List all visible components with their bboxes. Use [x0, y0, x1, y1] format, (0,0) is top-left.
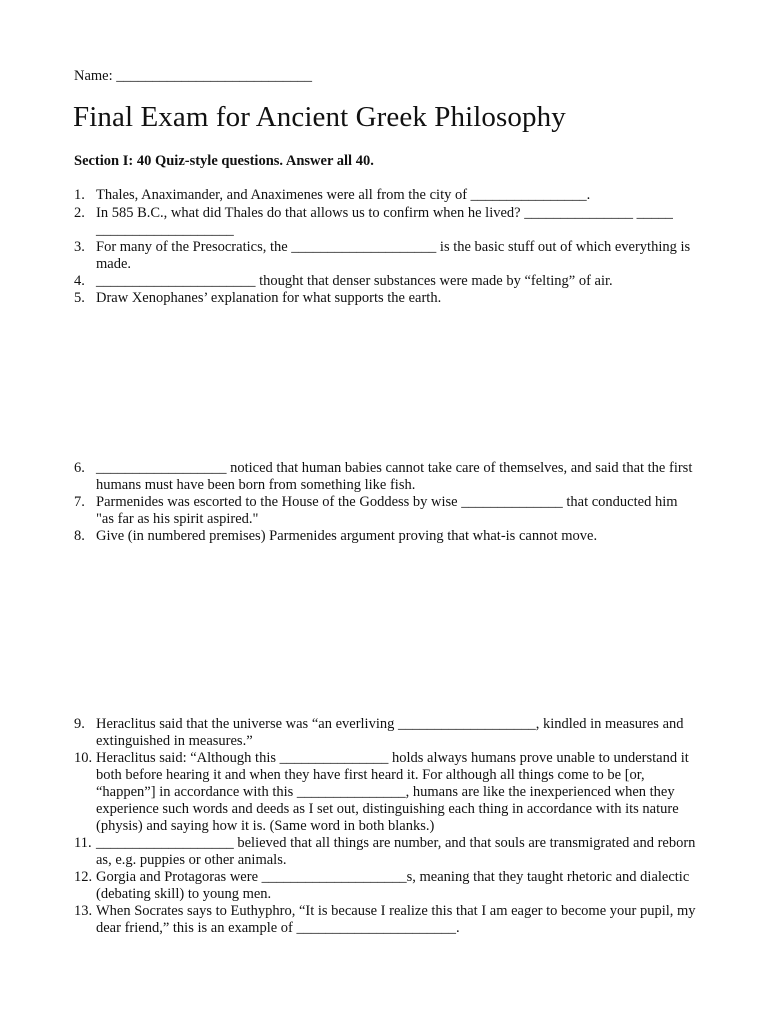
question-text: ___________________ believed that all things are number, and that souls are transmigrated and reborn as, e.g. puppies or other animals. [96, 835, 696, 868]
question-text: For many of the Presocratics, the ____________________ is the basic stuff out of which everything is made. [96, 239, 691, 272]
question-item [74, 290, 698, 307]
question-number: 5. [74, 290, 85, 306]
question-item [74, 750, 698, 835]
question-number: 3. [74, 239, 85, 255]
question-number: 8. [74, 528, 85, 544]
question-text: Parmenides was escorted to the House of the Goddess by wise ______________ that conducted him "as far as his spirit aspired." [96, 494, 678, 527]
question-number: 12. [74, 869, 93, 885]
question-item [74, 494, 698, 528]
question-number: 1. [74, 187, 85, 203]
question-text: Heraclitus said that the universe was “an everliving ___________________, kindled in measures and extinguished in measures.” [96, 716, 684, 749]
question-text: Gorgia and Protagoras were ____________________s, meaning that they taught rhetoric and dialectic (debating skill) to young men. [96, 869, 690, 902]
section-heading: Section I: 40 Quiz-style questions. Answer all 40. [74, 153, 374, 169]
question-number: 11. [74, 835, 92, 851]
question-number: 4. [74, 273, 85, 289]
question-text: Thales, Anaximander, and Anaximenes were all from the city of ________________. [96, 187, 591, 203]
question-text: Draw Xenophanes’ explanation for what supports the earth. [96, 290, 442, 306]
question-item [74, 460, 698, 494]
question-item [74, 869, 698, 903]
question-number: 9. [74, 716, 85, 732]
question-item [74, 528, 698, 545]
question-item [74, 716, 698, 750]
question-number: 2. [74, 205, 85, 221]
question-item [74, 903, 698, 937]
question-text: ______________________ thought that denser substances were made by “felting” of air. [96, 273, 613, 289]
name-field-label: Name: ___________________________ [74, 68, 313, 84]
question-text: Heraclitus said: “Although this _______________ holds always humans prove unable to understand it both before hearing it and when they have first heard it. For although all things come to be [or, “happen”] in accordance with this _______________, humans are like the inexperienced when they experience such words and deeds as I set out, distinguishing each thing in accordance with its nature (physis) and saying how it is. (Same word in both blanks.) [96, 750, 689, 834]
question-number: 6. [74, 460, 85, 476]
question-number: 13. [74, 903, 93, 919]
question-text: When Socrates says to Euthyphro, “It is because I realize this that I am eager to become your pupil, my dear friend,” this is an example of ______________________. [96, 903, 696, 936]
question-item [74, 273, 698, 290]
question-item [74, 205, 698, 239]
question-text: __________________ noticed that human babies cannot take care of themselves, and said that the first humans must have been born from something like fish. [96, 460, 693, 493]
question-item [74, 239, 698, 273]
question-number: 7. [74, 494, 85, 510]
question-item [74, 835, 698, 869]
page-title: Final Exam for Ancient Greek Philosophy [73, 101, 566, 133]
question-text: Give (in numbered premises) Parmenides argument proving that what-is cannot move. [96, 528, 598, 544]
question-text: In 585 B.C., what did Thales do that allows us to confirm when he lived? _______________ _____ ___________________ [96, 205, 673, 238]
question-item [74, 187, 698, 204]
question-number: 10. [74, 750, 93, 766]
